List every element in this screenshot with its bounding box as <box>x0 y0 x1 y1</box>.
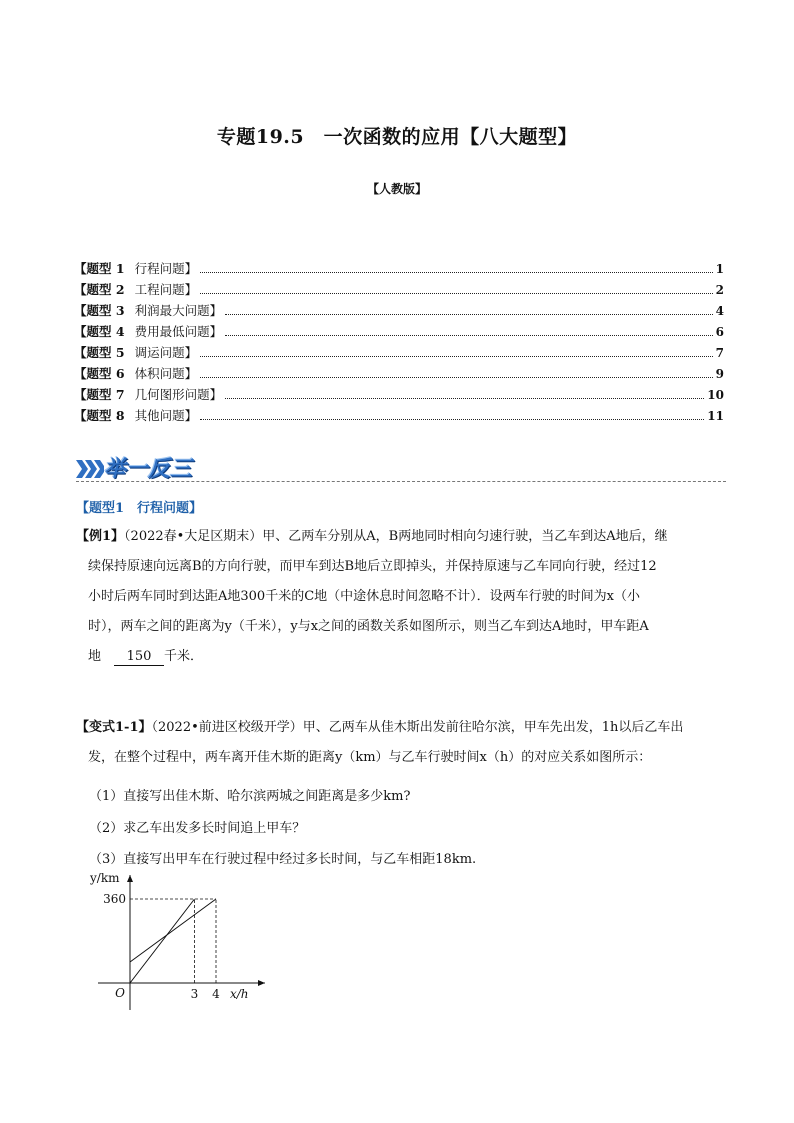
toc-row[interactable] <box>74 385 724 406</box>
example-1-line: 时），两车之间的距离为y（千米），y与x之间的函数关系如图所示，则当乙车到达A地时，甲车距A <box>88 619 649 634</box>
y-axis-arrow <box>127 875 133 882</box>
question-2: （2）求乙车出发多长时间追上甲车？ <box>89 821 306 836</box>
toc-name: 体积问题】 <box>134 366 198 381</box>
question-1: （1）直接写出佳木斯、哈尔滨两城之间距离是多少km? <box>89 789 411 804</box>
answer-blank: 150 <box>114 649 164 666</box>
y-axis-label: y/km <box>90 871 120 885</box>
toc-label: 【题型 7 <box>74 387 125 402</box>
toc-row[interactable] <box>74 301 724 322</box>
series-line-2 <box>130 899 216 962</box>
example-1 <box>76 522 724 672</box>
example-1-line: 续保持原速向远离B的方向行驶，而甲车到达B地后立即掉头，并保持原速与乙车同向行驶，经过12 <box>88 559 657 574</box>
toc-label: 【题型 2 <box>74 282 125 297</box>
variant-text: （2022•前进区校级开学）甲、乙两车从佳木斯出发前往哈尔滨，甲车先出发，1h以后乙车出 <box>151 720 684 735</box>
toc-leader <box>225 334 713 336</box>
variant-line <box>76 713 724 743</box>
table-of-contents <box>74 259 724 427</box>
example-text: （2022春•大足区期末）甲、乙两车分别从A，B两地同时相向匀速行驶，当乙车到达A地后，继 <box>124 529 668 544</box>
toc-page: 6 <box>715 325 724 339</box>
origin-label: O <box>115 986 125 1000</box>
toc-page: 11 <box>707 409 724 423</box>
example-1-line: 小时后两车同时到达距A地300千米的C地（中途休息时间忽略不计）．设两车行驶的时间为x（小 <box>88 589 640 604</box>
arrow-chevrons-icon <box>76 454 104 484</box>
section-banner <box>76 450 726 486</box>
toc-page: 2 <box>715 283 724 297</box>
x-tick-label: 3 <box>190 987 199 1001</box>
toc-name: 费用最低问题】 <box>134 324 223 339</box>
toc-name: 几何图形问题】 <box>134 387 223 402</box>
banner-divider <box>76 481 726 482</box>
toc-leader <box>200 376 713 378</box>
toc-leader <box>225 313 713 315</box>
toc-row[interactable] <box>74 364 724 385</box>
x-axis-arrow <box>258 980 265 986</box>
variant-1-1 <box>76 713 724 773</box>
toc-page: 7 <box>715 346 724 360</box>
toc-label: 【题型 3 <box>74 303 125 318</box>
toc-name: 行程问题】 <box>134 261 198 276</box>
toc-leader <box>200 418 704 420</box>
variant-tag: 【变式1-1】 <box>76 720 152 735</box>
toc-name: 利润最大问题】 <box>134 303 223 318</box>
toc-label: 【题型 6 <box>74 366 125 381</box>
example-tag: 【例1】 <box>76 529 125 544</box>
toc-leader <box>225 397 704 399</box>
toc-leader <box>200 271 713 273</box>
page-title: 专题19.5 一次函数的应用【八大题型】 <box>216 126 578 148</box>
toc-label: 【题型 8 <box>74 408 125 423</box>
example-1-line <box>76 642 724 672</box>
toc-page: 10 <box>707 388 724 402</box>
edition-label: 【人教版】 <box>366 182 427 196</box>
toc-page: 9 <box>715 367 724 381</box>
example-1-line <box>76 522 724 552</box>
toc-leader <box>200 355 713 357</box>
x-axis-label: x/h <box>230 987 249 1001</box>
toc-page: 4 <box>715 304 724 318</box>
toc-row[interactable] <box>74 343 724 364</box>
series-line-1 <box>130 899 195 983</box>
example-text: 千米． <box>164 649 204 664</box>
section-heading: 【题型1 行程问题】 <box>76 501 203 516</box>
toc-row[interactable] <box>74 406 724 427</box>
example-text: 地 <box>88 649 102 664</box>
toc-label: 【题型 4 <box>74 324 125 339</box>
distance-time-graph <box>88 870 268 1010</box>
toc-row[interactable] <box>74 259 724 280</box>
toc-name: 其他问题】 <box>134 408 198 423</box>
chart-svg <box>88 870 268 1010</box>
toc-name: 调运问题】 <box>134 345 198 360</box>
toc-page: 1 <box>715 262 724 276</box>
toc-label: 【题型 1 <box>74 261 125 276</box>
toc-leader <box>200 292 713 294</box>
variant-line: 发，在整个过程中，两车离开佳木斯的距离y（km）与乙车行驶时间x（h）的对应关系如图所示： <box>88 750 652 765</box>
toc-label: 【题型 5 <box>74 345 125 360</box>
banner-title: 举一反三 <box>104 457 193 482</box>
toc-row[interactable] <box>74 322 724 343</box>
y-tick-label: 360 <box>103 892 126 906</box>
toc-name: 工程问题】 <box>134 282 198 297</box>
toc-row[interactable] <box>74 280 724 301</box>
question-3: （3）直接写出甲车在行驶过程中经过多长时间，与乙车相距18km. <box>89 852 477 867</box>
x-tick-label: 4 <box>212 987 220 1001</box>
